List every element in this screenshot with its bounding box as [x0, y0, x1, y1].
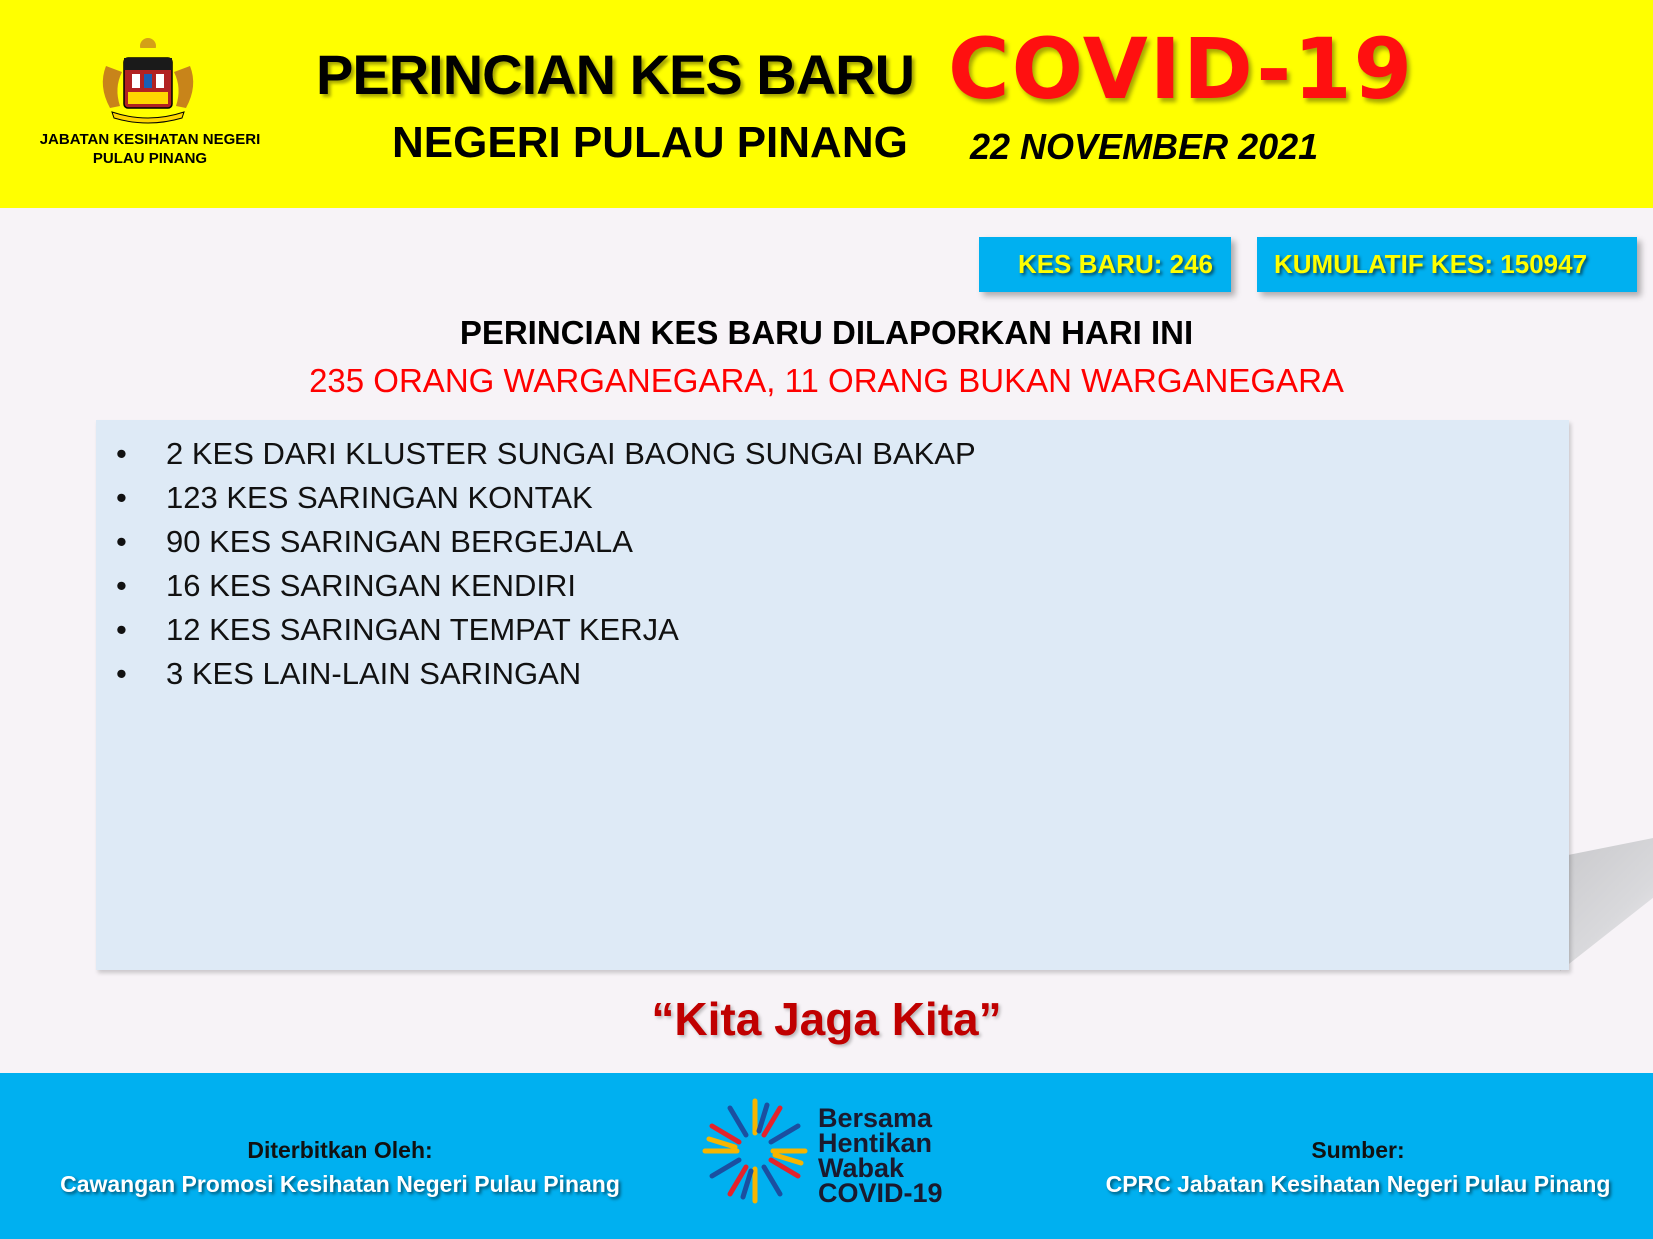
- list-item-text: 3 KES LAIN-LAIN SARINGAN: [166, 656, 582, 691]
- list-item-text: 2 KES DARI KLUSTER SUNGAI BAONG SUNGAI BAKAP: [166, 436, 976, 471]
- report-date: 22 NOVEMBER 2021: [970, 126, 1319, 167]
- publisher-label: Diterbitkan Oleh:: [247, 1137, 433, 1163]
- case-breakdown-box: [96, 420, 1569, 970]
- bullet-icon: •: [116, 568, 127, 603]
- campaign-line: Wabak: [818, 1153, 905, 1183]
- case-breakdown-list: [96, 420, 1569, 696]
- header-banner: [0, 0, 1653, 208]
- state-name: NEGERI PULAU PINANG: [392, 118, 908, 167]
- list-item: [96, 432, 1569, 476]
- source-block: [1088, 1133, 1628, 1201]
- publisher-name: Cawangan Promosi Kesihatan Negeri Pulau Pinang: [60, 1171, 620, 1197]
- publisher-block: [30, 1133, 650, 1201]
- cumulative-cases-badge: KUMULATIF KES: 150947: [1257, 237, 1637, 292]
- list-item-text: 90 KES SARINGAN BERGEJALA: [166, 524, 633, 559]
- slogan: “Kita Jaga Kita”: [651, 993, 1002, 1045]
- bullet-icon: •: [116, 436, 127, 471]
- malaysia-coat-of-arms-icon: [88, 36, 208, 126]
- campaign-line: COVID-19: [818, 1178, 943, 1208]
- list-item: [96, 476, 1569, 520]
- campaign-text: [818, 1103, 943, 1208]
- source-label: Sumber:: [1311, 1137, 1405, 1163]
- nationality-summary: 235 ORANG WARGANEGARA, 11 ORANG BUKAN WARGANEGARA: [309, 362, 1344, 399]
- list-item-text: 123 KES SARINGAN KONTAK: [166, 480, 593, 515]
- bullet-icon: •: [116, 480, 127, 515]
- source-name: CPRC Jabatan Kesihatan Negeri Pulau Pinang: [1105, 1171, 1611, 1197]
- bullet-icon: •: [116, 524, 127, 559]
- list-item: [96, 608, 1569, 652]
- decorative-shadow: [1560, 838, 1653, 971]
- new-cases-badge: KES BARU: 246: [979, 237, 1231, 292]
- department-name: JABATAN KESIHATAN NEGERI PULAU PINANG: [39, 131, 261, 167]
- bullet-icon: •: [116, 612, 127, 647]
- list-item: [96, 652, 1569, 696]
- campaign-line: Hentikan: [818, 1128, 933, 1158]
- page-title: PERINCIAN KES BARU: [316, 43, 915, 106]
- list-item: [96, 520, 1569, 564]
- list-item-text: 16 KES SARINGAN KENDIRI: [166, 568, 577, 603]
- bullet-icon: •: [116, 656, 127, 691]
- campaign-line: Bersama: [818, 1103, 933, 1133]
- list-item-text: 12 KES SARINGAN TEMPAT KERJA: [166, 612, 679, 647]
- list-item: [96, 564, 1569, 608]
- sunburst-logo-icon: [700, 1096, 810, 1206]
- breakdown-heading: PERINCIAN KES BARU DILAPORKAN HARI INI: [459, 314, 1194, 351]
- campaign-logo: [700, 1096, 980, 1216]
- covid-title: COVID-19: [948, 20, 1415, 118]
